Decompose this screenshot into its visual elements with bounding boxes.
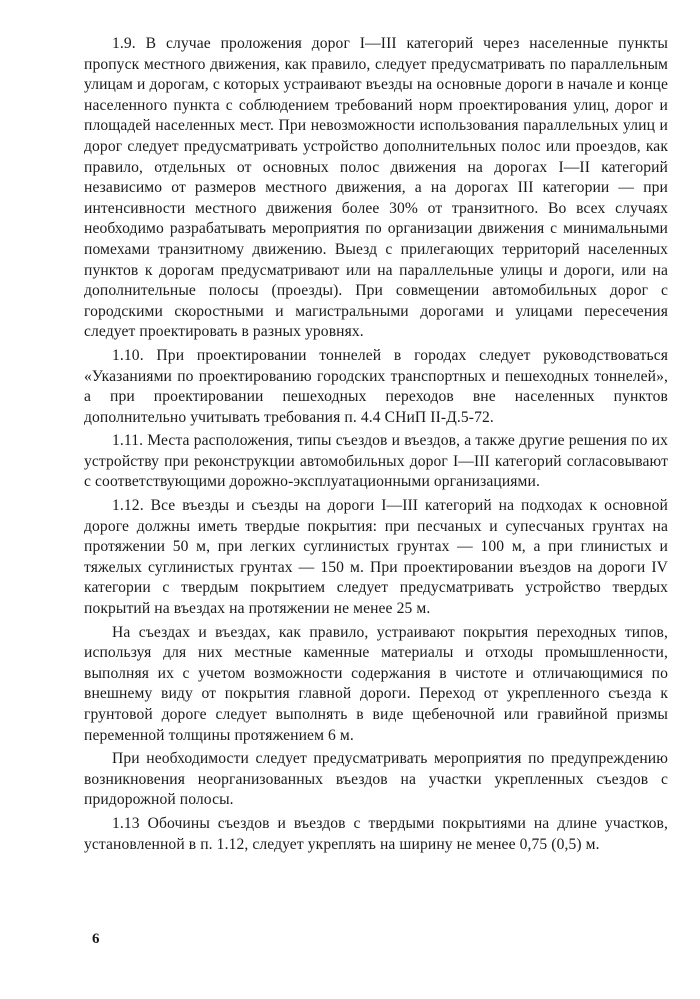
paragraph-1-11: 1.11. Места расположения, типы съездов и въездов, а также другие решения по их устройству при реконструкции автомобильных дорог I—III категорий согласовывают с соответствующими дорожно-эксплуатационными организациями. bbox=[84, 432, 668, 491]
page-number: 6 bbox=[92, 931, 100, 947]
paragraph-1-12: 1.12. Все въезды и съезды на дороги I—III категорий на подходах к основной дороге должны иметь твердые покрытия: при песчаных и супесчаных грунтах на протяжении 50 м, при легких суглинистых грунтах — 100 м, а при глинистых и тяжелых суглинистых грунтах — 150 м. При проектировании въездов на дороги IV категории с твердым покрытием следует предусматривать устройство твердых покрытий на въездах на протяжении не менее 25 м. bbox=[84, 497, 668, 618]
paragraph-1-12-measures: При необходимости следует предусматривать мероприятия по предупреждению возникновения неорганизованных въездов на участки укрепленных съездов с придорожной полосы. bbox=[84, 750, 668, 809]
document-body bbox=[84, 34, 668, 858]
paragraph-1-12-surfaces: На съездах и въездах, как правило, устраивают покрытия переходных типов, используя для них местные каменные материалы и отходы промышленности, выполняя их с учетом возможности содержания в чистоте и отличающимися по внешнему виду от покрытия главной дороги. Переход от укрепленного съезда к грунтовой дороге следует выполнять в виде щебеночной или гравийной призмы переменной толщины протяжением 6 м. bbox=[84, 623, 668, 744]
paragraph-1-9: 1.9. В случае проложения дорог I—III категорий через населенные пункты пропуск местного движения, как правило, следует предусматривать по параллельным улицам и дорогам, с которых устраивают въезды на основные дороги в начале и конце населенного пункта с соблюдением требований норм проектирования улиц, дорог и площадей населенных мест. При невозможности использования параллельных улиц и дорог следует предусматривать устройство дополнительных полос или проездов, как правило, отдельных от основных полос движения на дорогах I—II категорий независимо от размеров местного движения, а на дорогах III категории — при интенсивности местного движения более 30% от транзитного. Во всех случаях необходимо разрабатывать мероприятия по организации движения с минимальными помехами транзитному движению. Выезд с прилегающих территорий населенных пунктов к дорогам предусматривают или на параллельные улицы и дороги, или на дополнительные полосы (проезды). При совмещении автомобильных дорог с городскими скоростными и магистральными дорогами и улицами пересечения следует проектировать в разных уровнях. bbox=[84, 35, 668, 341]
paragraph-1-13: 1.13 Обочины съездов и въездов с твердыми покрытиями на длине участков, установленной в п. 1.12, следует укреплять на ширину не менее 0,75 (0,5) м. bbox=[84, 814, 668, 853]
paragraph-1-10: 1.10. При проектировании тоннелей в городах следует руководствоваться «Указаниями по проектированию городских транспортных и пешеходных тоннелей», а при проектировании пешеходных переходов вне населенных пунктов дополнительно учитывать требования п. 4.4 СНиП II-Д.5-72. bbox=[84, 346, 668, 426]
